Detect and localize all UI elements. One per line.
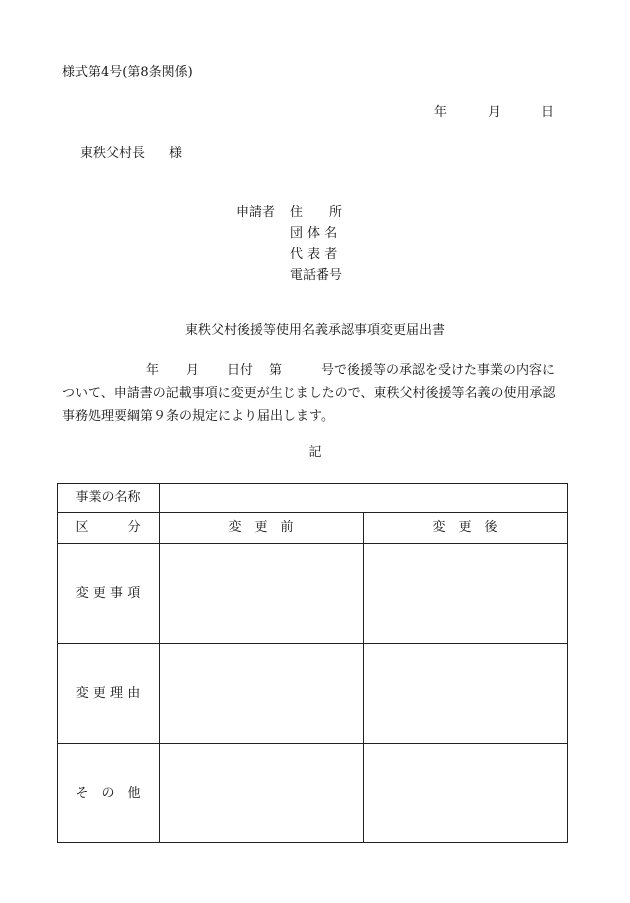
body-line-2: ついて、申請書の記載事項に変更が生じましたので、東秩父村後援等名義の使用承認	[62, 386, 556, 401]
date-month-label: 月	[488, 105, 502, 120]
table-border-bottom	[57, 842, 568, 843]
form-number: 様式第4号(第8条関係)	[62, 65, 193, 80]
table-line	[57, 543, 568, 544]
row-label-other: そ の 他	[75, 786, 141, 801]
applicant-organization-label: 団 体 名	[290, 226, 338, 241]
applicant-label: 申請者	[236, 205, 276, 220]
applicant-address-label: 住 所	[290, 205, 343, 220]
body-line-3: 事務処理要綱第９条の規定により届出します。	[62, 409, 334, 424]
after-change-header: 変 更 後	[432, 520, 498, 535]
event-name-label: 事業の名称	[75, 490, 141, 505]
date-day-label: 日	[541, 105, 555, 120]
ki-mark: 記	[308, 445, 322, 460]
table-line	[57, 643, 568, 644]
body-date-suffix: 日付	[227, 363, 254, 378]
body-month-label: 月	[186, 363, 200, 378]
document-title: 東秩父村後援等使用名義承認事項変更届出書	[184, 323, 445, 338]
before-change-header: 変 更 前	[228, 520, 294, 535]
applicant-phone-label: 電話番号	[290, 268, 343, 283]
table-border-right	[567, 483, 568, 843]
addressee-honorific: 様	[169, 146, 183, 161]
applicant-representative-label: 代 表 者	[290, 247, 338, 262]
table-border-top	[57, 483, 568, 484]
row-label-change-item: 変 更 事 項	[75, 586, 141, 601]
table-line	[159, 483, 160, 843]
table-line	[363, 512, 364, 843]
date-year-label: 年	[434, 105, 448, 120]
category-label: 区 分	[75, 520, 141, 535]
body-number-prefix: 第	[269, 363, 283, 378]
body-line-1-text: 号で後援等の承認を受けた事業の内容に	[321, 363, 556, 378]
row-label-change-reason: 変 更 理 由	[75, 686, 141, 701]
table-line	[57, 512, 568, 513]
table-line	[57, 743, 568, 744]
body-year-label: 年	[146, 363, 160, 378]
addressee-name: 東秩父村長	[80, 146, 146, 161]
